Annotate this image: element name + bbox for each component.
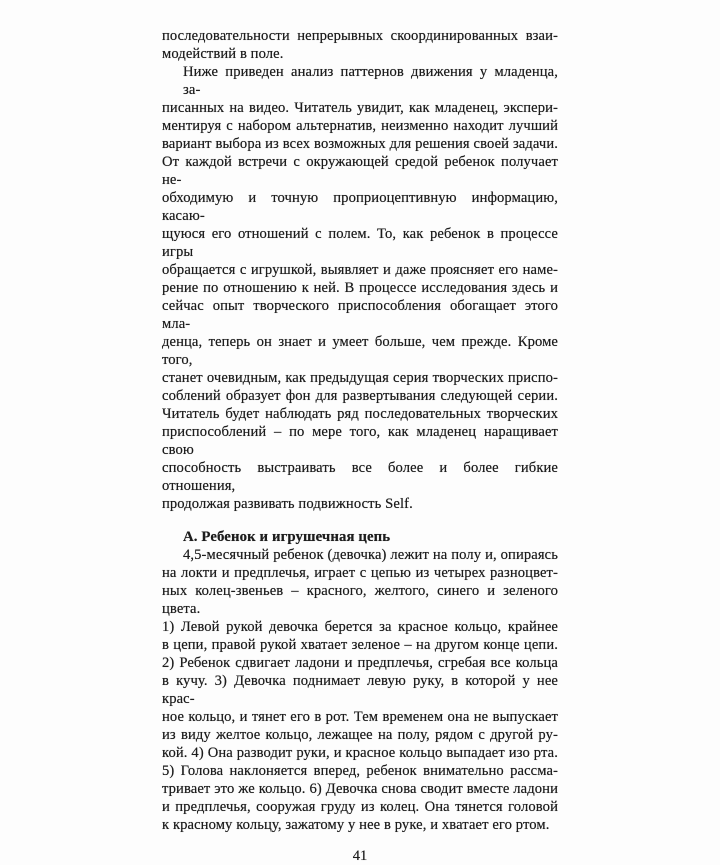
page-text-blocks [162, 27, 558, 834]
text-line: кой. 4) Она разводит руки, и красное кольцо выпадает изо рта. [162, 745, 558, 761]
text-line: из виду желтое кольцо, лежащее на полу, рядом с другой ру- [162, 727, 558, 743]
text-line: От каждой встречи с окружающей средой ребенок получает не- [162, 154, 558, 188]
text-line: Ниже приведен анализ паттернов движения у младенца, за- [183, 64, 558, 98]
text-line: к красному кольцу, зажатому у нее в руке, и хватает его ртом. [162, 817, 550, 833]
text-line: приспособлений – по мере того, как младенец наращивает свою [162, 424, 558, 458]
text-line: Читатель будет наблюдать ряд последовательных творческих [162, 406, 558, 422]
text-line: станет очевидным, как предыдущая серия творческих приспо- [162, 370, 558, 386]
text-line: в кучу. 3) Девочка поднимает левую руку, в которой у нее крас- [162, 673, 558, 707]
text-line: писанных на видео. Читатель увидит, как младенец, экспери- [162, 100, 558, 116]
text-line: сейчас опыт творческого приспособления обогащает этого мла- [162, 298, 558, 332]
text-line: ных колец-звеньев – красного, желтого, синего и зеленого цвета. [162, 583, 558, 617]
text-line: модействий в поле. [162, 46, 284, 62]
text-line: продолжая развивать подвижность Self. [162, 496, 413, 512]
text-line: рение по отношению к ней. В процессе исследования здесь и [162, 280, 558, 296]
section-heading: А. Ребенок и игрушечная цепь [183, 529, 391, 545]
text-line: обращается с игрушкой, выявляет и даже проясняет его наме- [162, 262, 558, 278]
text-line: на локти и предплечья, играет с цепью из четырех разноцвет- [162, 565, 558, 581]
text-line: 5) Голова наклоняется вперед, ребенок внимательно рассма- [162, 763, 558, 779]
text-line: 4,5-месячный ребенок (девочка) лежит на полу и, опираясь [183, 547, 558, 563]
text-line: соблений образует фон для развертывания следующей серии. [162, 388, 558, 404]
text-line: обходимую и точную проприоцептивную информацию, касаю- [162, 190, 558, 224]
text-line: денца, теперь он знает и умеет больше, чем прежде. Кроме того, [162, 334, 558, 368]
text-line: тривает это же кольцо. 6) Девочка снова сводит вместе ладони [162, 781, 558, 797]
text-line: ментируя с набором альтернатив, неизменно находит лучший [162, 118, 558, 134]
text-line: 1) Левой рукой девочка берется за красное кольцо, крайнее [162, 619, 558, 635]
text-line: 2) Ребенок сдвигает ладони и предплечья, сгребая все кольца [162, 655, 558, 671]
text-line: щуюся его отношений с полем. То, как ребенок в процессе игры [162, 226, 558, 260]
text-line: последовательности непрерывных скоординированных взаи- [162, 28, 558, 44]
text-line: и предплечья, сооружая груду из колец. Она тянется головой [162, 799, 558, 815]
text-line: способность выстраивать все более и более гибкие отношения, [162, 460, 558, 494]
text-line: ное кольцо, и тянет его в рот. Тем временем она не выпускает [162, 709, 558, 725]
text-line: вариант выбора из всех возможных для решения своей задачи. [162, 136, 558, 152]
text-column [162, 27, 558, 865]
page-number: 41 [352, 848, 368, 864]
text-line: в цепи, правой рукой хватает зеленое – на другом конце цепи. [162, 637, 558, 653]
